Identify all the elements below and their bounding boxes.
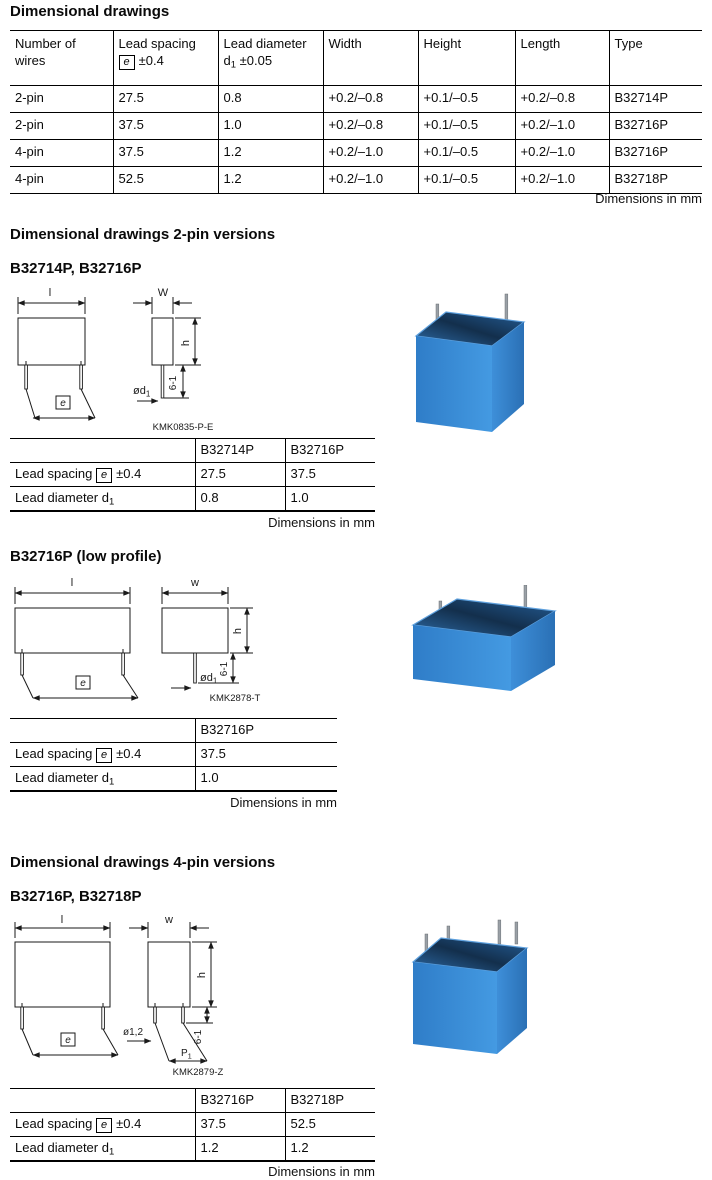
header-width: Width	[323, 31, 418, 86]
table-row: Lead diameter $d_1$ 0.8 1.0	[10, 487, 375, 512]
dim-label-p1: $P_1$	[181, 1048, 192, 1061]
dim-label-lead-length: 6-1	[168, 375, 179, 391]
capacitor-photo-2pin	[408, 292, 533, 440]
dim-label-e: e	[65, 1035, 71, 1046]
drawing-code: KMK0835-P-E	[152, 422, 214, 433]
drawing-code: KMK2878-T	[209, 693, 261, 704]
capacitor-pin	[524, 585, 527, 609]
e-symbol-box: e	[96, 748, 112, 763]
table-row: Lead spacing e ±0.4 37.5	[10, 743, 337, 767]
dim-label-l: l	[48, 287, 52, 299]
dimensions-note: Dimensions in mm	[268, 1164, 375, 1179]
capacitor-front-face	[413, 962, 497, 1054]
section-heading-2pin: Dimensional drawings 2-pin versions	[10, 226, 276, 243]
capacitor-photo-4pin	[405, 916, 545, 1061]
table-row: 2-pin 27.5 0.8 +0.2/–0.8 +0.1/–0.5 +0.2/–0.8 B32714P	[10, 86, 702, 113]
lead-table-2pin	[10, 438, 375, 512]
table-row: Lead spacing e ±0.4 37.5 52.5	[10, 1113, 375, 1137]
dim-label-e: e	[60, 398, 66, 409]
table-row: 4-pin 37.5 1.2 +0.2/–1.0 +0.1/–0.5 +0.2/–1.0 B32716P	[10, 140, 702, 167]
table-row: Lead spacing e ±0.4 27.5 37.5	[10, 463, 375, 487]
e-symbol-box: e	[96, 1118, 112, 1133]
col-header: B32716P	[195, 1089, 285, 1113]
header-lead-spacing: Lead spacing e ±0.4	[113, 31, 218, 86]
dim-label-w: w	[191, 577, 199, 589]
e-symbol-box: e	[96, 468, 112, 483]
col-header: B32718P	[285, 1089, 375, 1113]
section-subheading-4pin: B32716P, B32718P	[10, 888, 142, 905]
table-row: 2-pin 37.5 1.0 +0.2/–0.8 +0.1/–0.5 +0.2/–1.0 B32716P	[10, 113, 702, 140]
table-header-row	[10, 1089, 375, 1113]
col-header: B32716P	[285, 439, 375, 463]
dimensions-table	[10, 30, 702, 194]
dim-label-o12: ø1,2	[123, 1027, 144, 1038]
table-row: Lead diameter $d_1$ 1.0	[10, 767, 337, 792]
table-header-row	[10, 439, 375, 463]
section-subheading-2pin: B32714P, B32716P	[10, 260, 142, 277]
dim-label-h: h	[196, 971, 208, 979]
header-number-of-wires: Number of wires	[10, 31, 113, 86]
dim-label-w: w	[165, 915, 173, 926]
lead-table-4pin	[10, 1088, 375, 1162]
capacitor-pin	[498, 920, 501, 944]
lead-table-lowprofile	[10, 718, 337, 792]
dim-label-h: h	[232, 627, 244, 635]
header-height: Height	[418, 31, 515, 86]
dim-label-od1: $ød_1$	[133, 385, 151, 399]
dimensions-note: Dimensions in mm	[230, 795, 337, 810]
dim-label-e: e	[80, 678, 86, 689]
dim-label-lead-length: 6-1	[219, 661, 230, 677]
drawing-code: KMK2879-Z	[172, 1067, 224, 1078]
dim-label-w: W	[157, 287, 169, 299]
header-lead-diameter: Lead diameter $d_1 \pm 0.05$	[218, 31, 323, 86]
dimensional-drawing-2pin	[5, 283, 385, 435]
col-header: B32716P	[195, 719, 337, 743]
table-row: 4-pin 52.5 1.2 +0.2/–1.0 +0.1/–0.5 +0.2/–1.0 B32718P	[10, 167, 702, 194]
capacitor-pin	[505, 294, 508, 322]
dimensions-note: Dimensions in mm	[268, 515, 375, 530]
section-heading-lowprofile: B32716P (low profile)	[10, 548, 162, 565]
dimensions-note: Dimensions in mm	[595, 191, 702, 206]
dimensional-drawing-4pin	[5, 915, 385, 1083]
e-symbol-box: e	[119, 55, 135, 70]
col-header: B32714P	[195, 439, 285, 463]
page-title: Dimensional drawings	[10, 3, 170, 20]
dim-label-lead-length: 6-1	[193, 1029, 204, 1045]
dimensional-drawing-lowprofile	[5, 575, 385, 715]
table-header-row	[10, 31, 702, 86]
dim-label-od1: $ød_1$	[200, 672, 218, 686]
section-heading-4pin: Dimensional drawings 4-pin versions	[10, 854, 276, 871]
table-header-row	[10, 719, 337, 743]
dim-label-l: l	[60, 915, 64, 926]
dim-label-h: h	[180, 339, 192, 347]
capacitor-front-face	[416, 336, 492, 432]
header-type: Type	[609, 31, 702, 86]
capacitor-photo-lowprofile	[405, 585, 565, 697]
capacitor-pin	[515, 922, 518, 944]
table-row: Lead diameter $d_1$ 1.2 1.2	[10, 1137, 375, 1162]
header-length: Length	[515, 31, 609, 86]
dim-label-l: l	[70, 577, 74, 589]
